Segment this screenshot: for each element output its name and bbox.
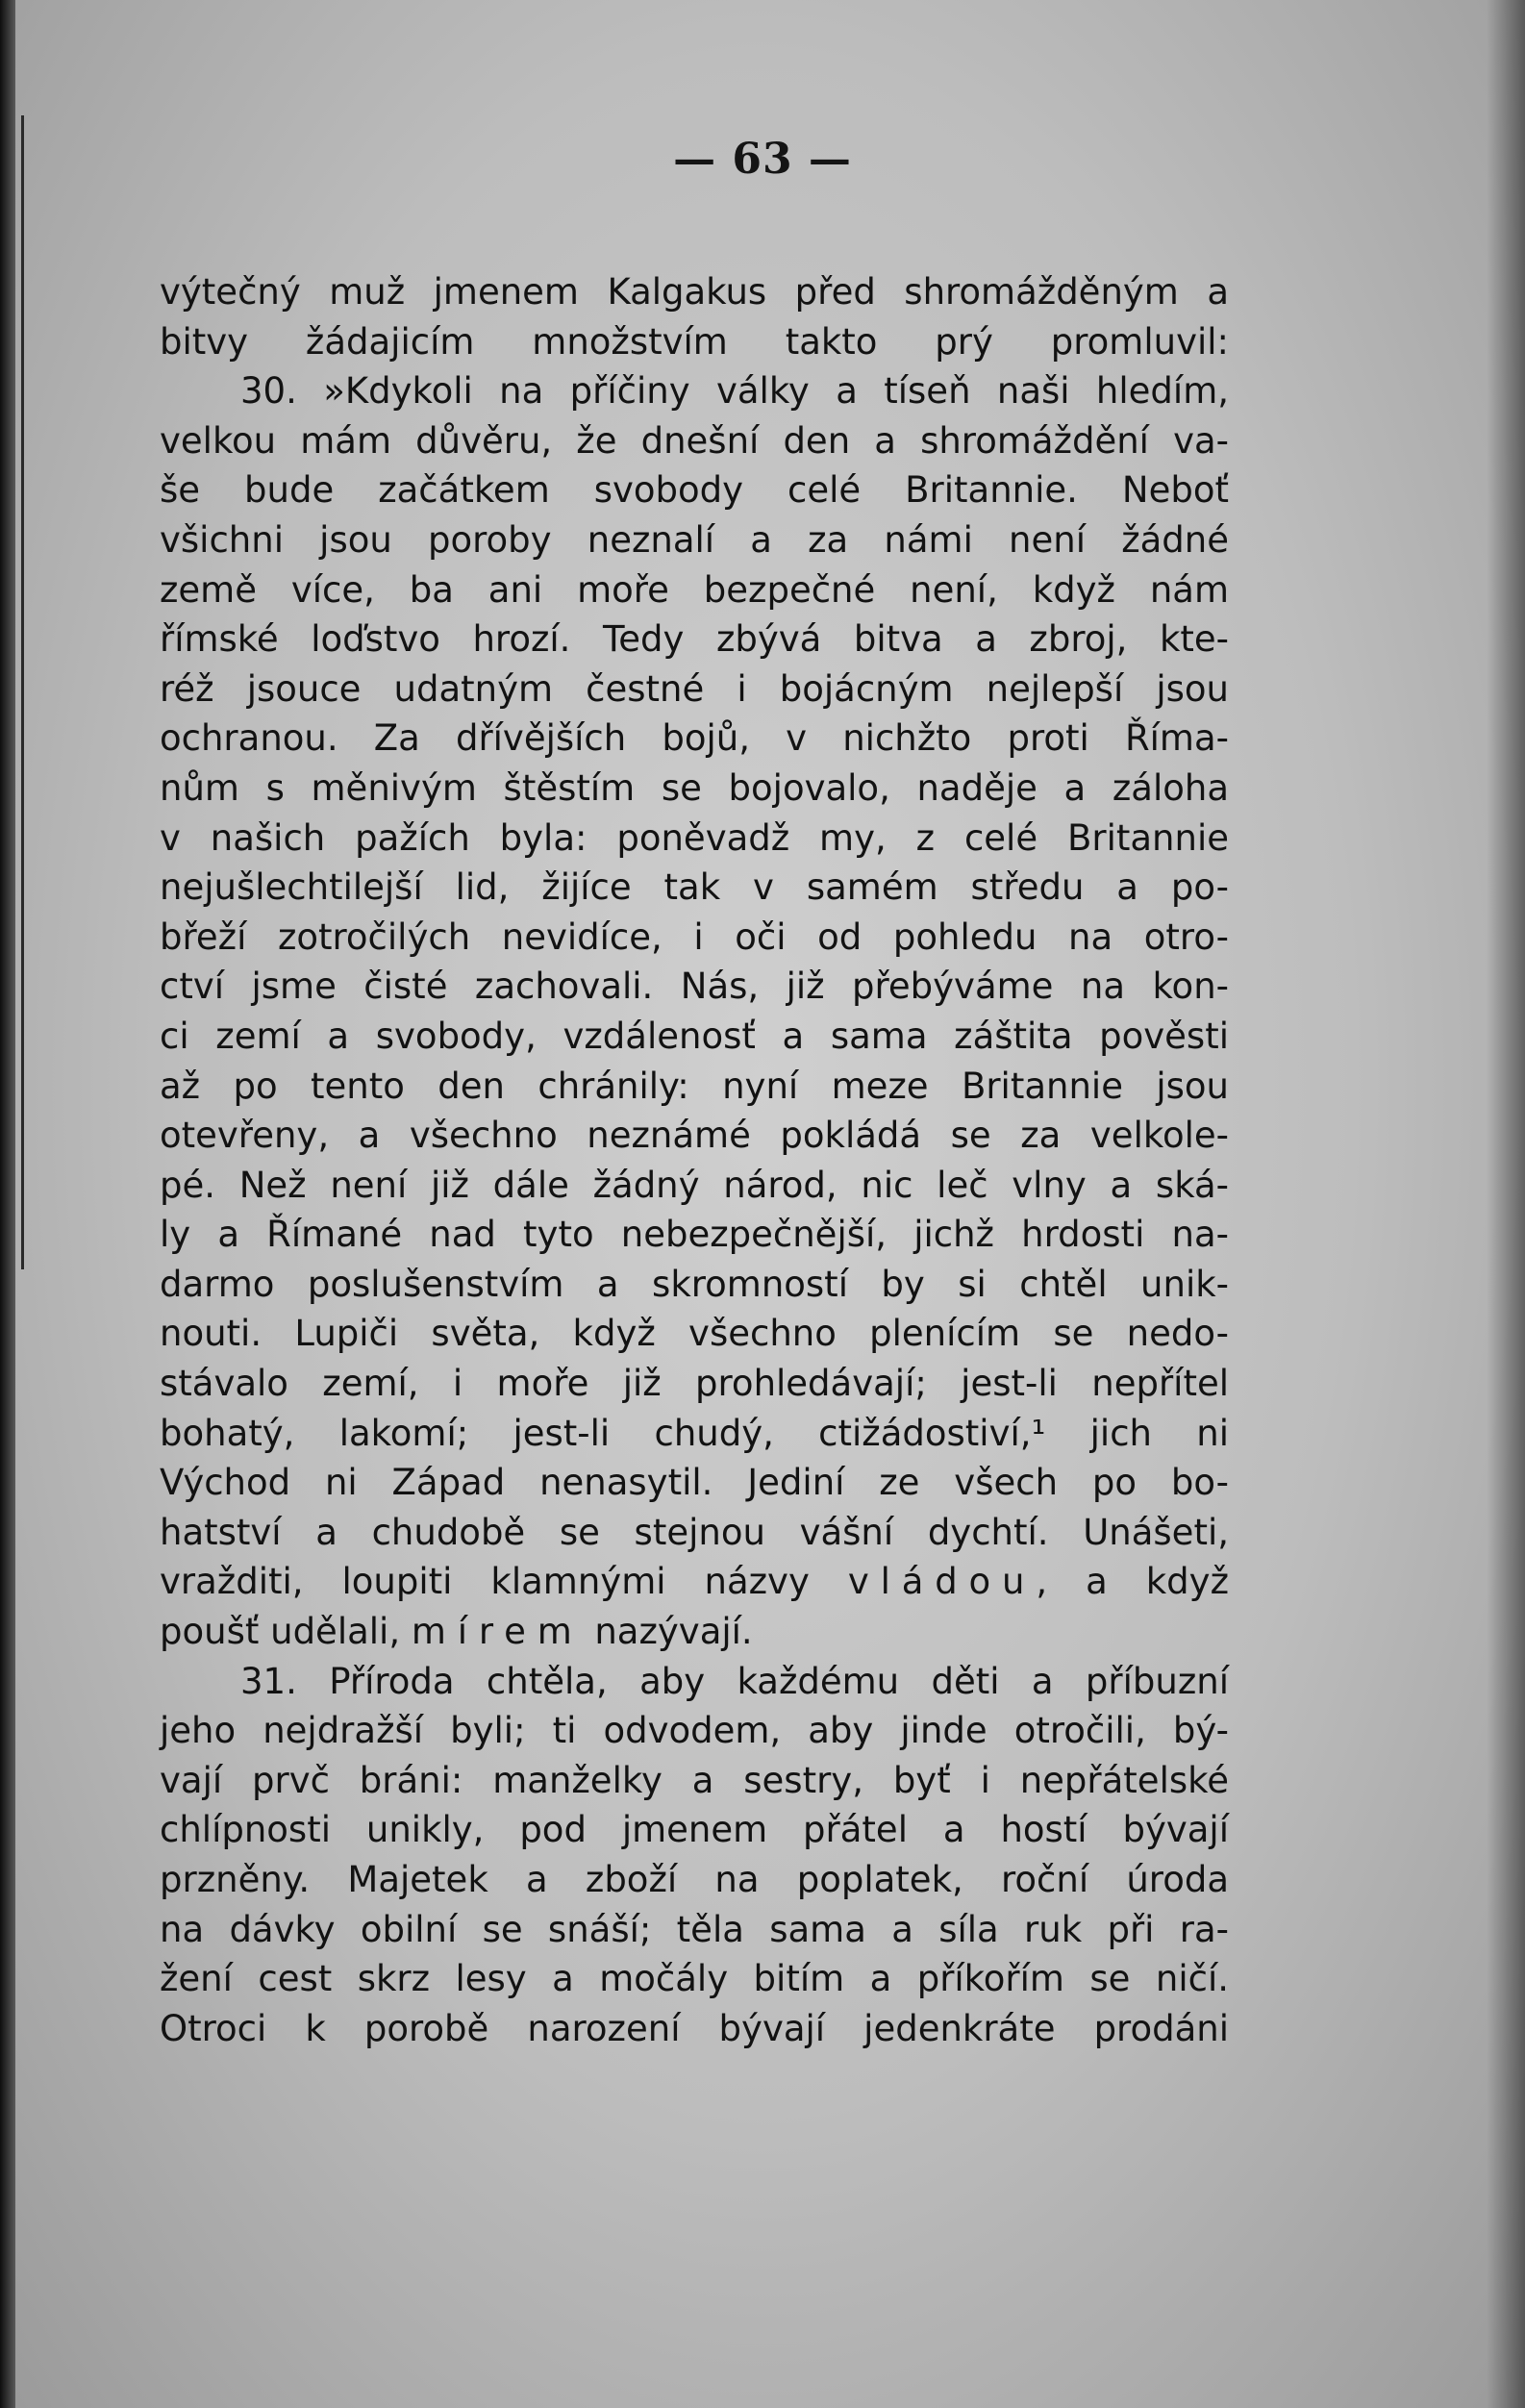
- page-number: — 63 —: [673, 135, 852, 184]
- text-line: pé. Než není již dále žádný národ, nic leč vlny a ská-: [160, 1164, 1229, 1206]
- text-line: hatství a chudobě se stejnou vášní dychtí. Unášeti,: [160, 1511, 1229, 1553]
- text-line: břeží zotročilých nevidíce, i oči od pohledu na otro-: [160, 916, 1229, 958]
- text-line: jeho nejdražší byli; ti odvodem, aby jinde otročili, bý-: [160, 1710, 1229, 1752]
- text-line: všichni jsou poroby neznalí a za námi není žádné: [160, 518, 1229, 561]
- text-line: ci zemí a svobody, vzdálenosť a sama záštita pověsti: [160, 1015, 1229, 1057]
- line-segment: vražditi, loupiti klamnými názvy: [160, 1561, 848, 1603]
- text-line: nouti. Lupiči světa, když všechno plenícím se nedo-: [160, 1313, 1229, 1355]
- spaced-emphasis: vládou: [847, 1561, 1037, 1603]
- text-line: še bude začátkem svobody celé Britannie. Neboť: [160, 469, 1229, 512]
- text-line: przněny. Majetek a zboží na poplatek, roční úroda: [160, 1859, 1229, 1900]
- text-line-emphasis: [160, 1557, 1229, 1607]
- text-line: ochranou. Za dřívějších bojů, v nichžto proti Říma-: [160, 717, 1229, 760]
- text-line: chlípnosti unikly, pod jmenem přátel a hostí bývají: [160, 1809, 1229, 1851]
- text-line: Otroci k porobě narození bývají jedenkráte prodáni: [160, 2007, 1229, 2049]
- body-text: [160, 267, 1229, 2053]
- text-line: otevřeny, a všechno neznámé pokládá se za velkole-: [160, 1115, 1229, 1157]
- text-line: žení cest skrz lesy a močály bitím a příkořím se ničí.: [160, 1958, 1229, 2000]
- text-line: réž jsouce udatným čestné i bojácným nejlepší jsou: [160, 667, 1229, 710]
- page-binding-line: [21, 115, 24, 1269]
- text-line: 30. »Kdykoli na příčiny války a tíseň naši hledím,: [240, 370, 1229, 413]
- text-line: stávalo zemí, i moře již prohledávají; jest-li nepřítel: [160, 1363, 1229, 1405]
- text-line: výtečný muž jmenem Kalgakus před shromážděným a: [160, 271, 1229, 313]
- text-line: bohatý, lakomí; jest-li chudý, ctižádostiví,¹ jich ni: [160, 1412, 1229, 1454]
- text-line: velkou mám důvěru, že dnešní den a shromáždění va-: [160, 419, 1229, 462]
- text-line: bitvy žádajicím množstvím takto prý promluvil:: [160, 320, 1229, 363]
- text-line: Východ ni Západ nenasytil. Jediní ze všech po bo-: [160, 1462, 1229, 1504]
- page-right-edge-shadow: [1487, 0, 1525, 2408]
- text-line: vají prvč bráni: manželky a sestry, byť i nepřátelské: [160, 1759, 1229, 1801]
- text-line: nejušlechtilejší lid, žijíce tak v samém středu a po-: [160, 866, 1229, 909]
- text-line: země více, ba ani moře bezpečné není, když nám: [160, 568, 1229, 611]
- page-left-edge-shadow: [0, 0, 15, 2408]
- text-line: darmo poslušenstvím a skromností by si chtěl unik-: [160, 1263, 1229, 1305]
- text-line: 31. Příroda chtěla, aby každému děti a příbuzní: [240, 1660, 1229, 1702]
- text-line: ly a Římané nad tyto nebezpečnější, jichž hrdosti na-: [160, 1214, 1229, 1256]
- line-segment: nazývají.: [583, 1611, 753, 1653]
- text-line: v našich pažích byla: poněvadž my, z celé Britannie: [160, 816, 1229, 859]
- text-line: římské loďstvo hrozí. Tedy zbývá bitva a zbroj, kte-: [160, 618, 1229, 661]
- line-segment: , a když: [1036, 1561, 1229, 1603]
- text-line: nům s měnivým štěstím se bojovalo, naděje a záloha: [160, 766, 1229, 809]
- spaced-emphasis: mírem: [411, 1611, 584, 1653]
- text-line-emphasis: [160, 1607, 1229, 1657]
- text-line: na dávky obilní se snáší; těla sama a síla ruk při ra-: [160, 1908, 1229, 1950]
- text-line: ctví jsme čisté zachovali. Nás, již přebýváme na kon-: [160, 966, 1229, 1008]
- line-segment: poušť udělali,: [160, 1611, 412, 1653]
- text-line: až po tento den chránily: nyní meze Britannie jsou: [160, 1065, 1229, 1107]
